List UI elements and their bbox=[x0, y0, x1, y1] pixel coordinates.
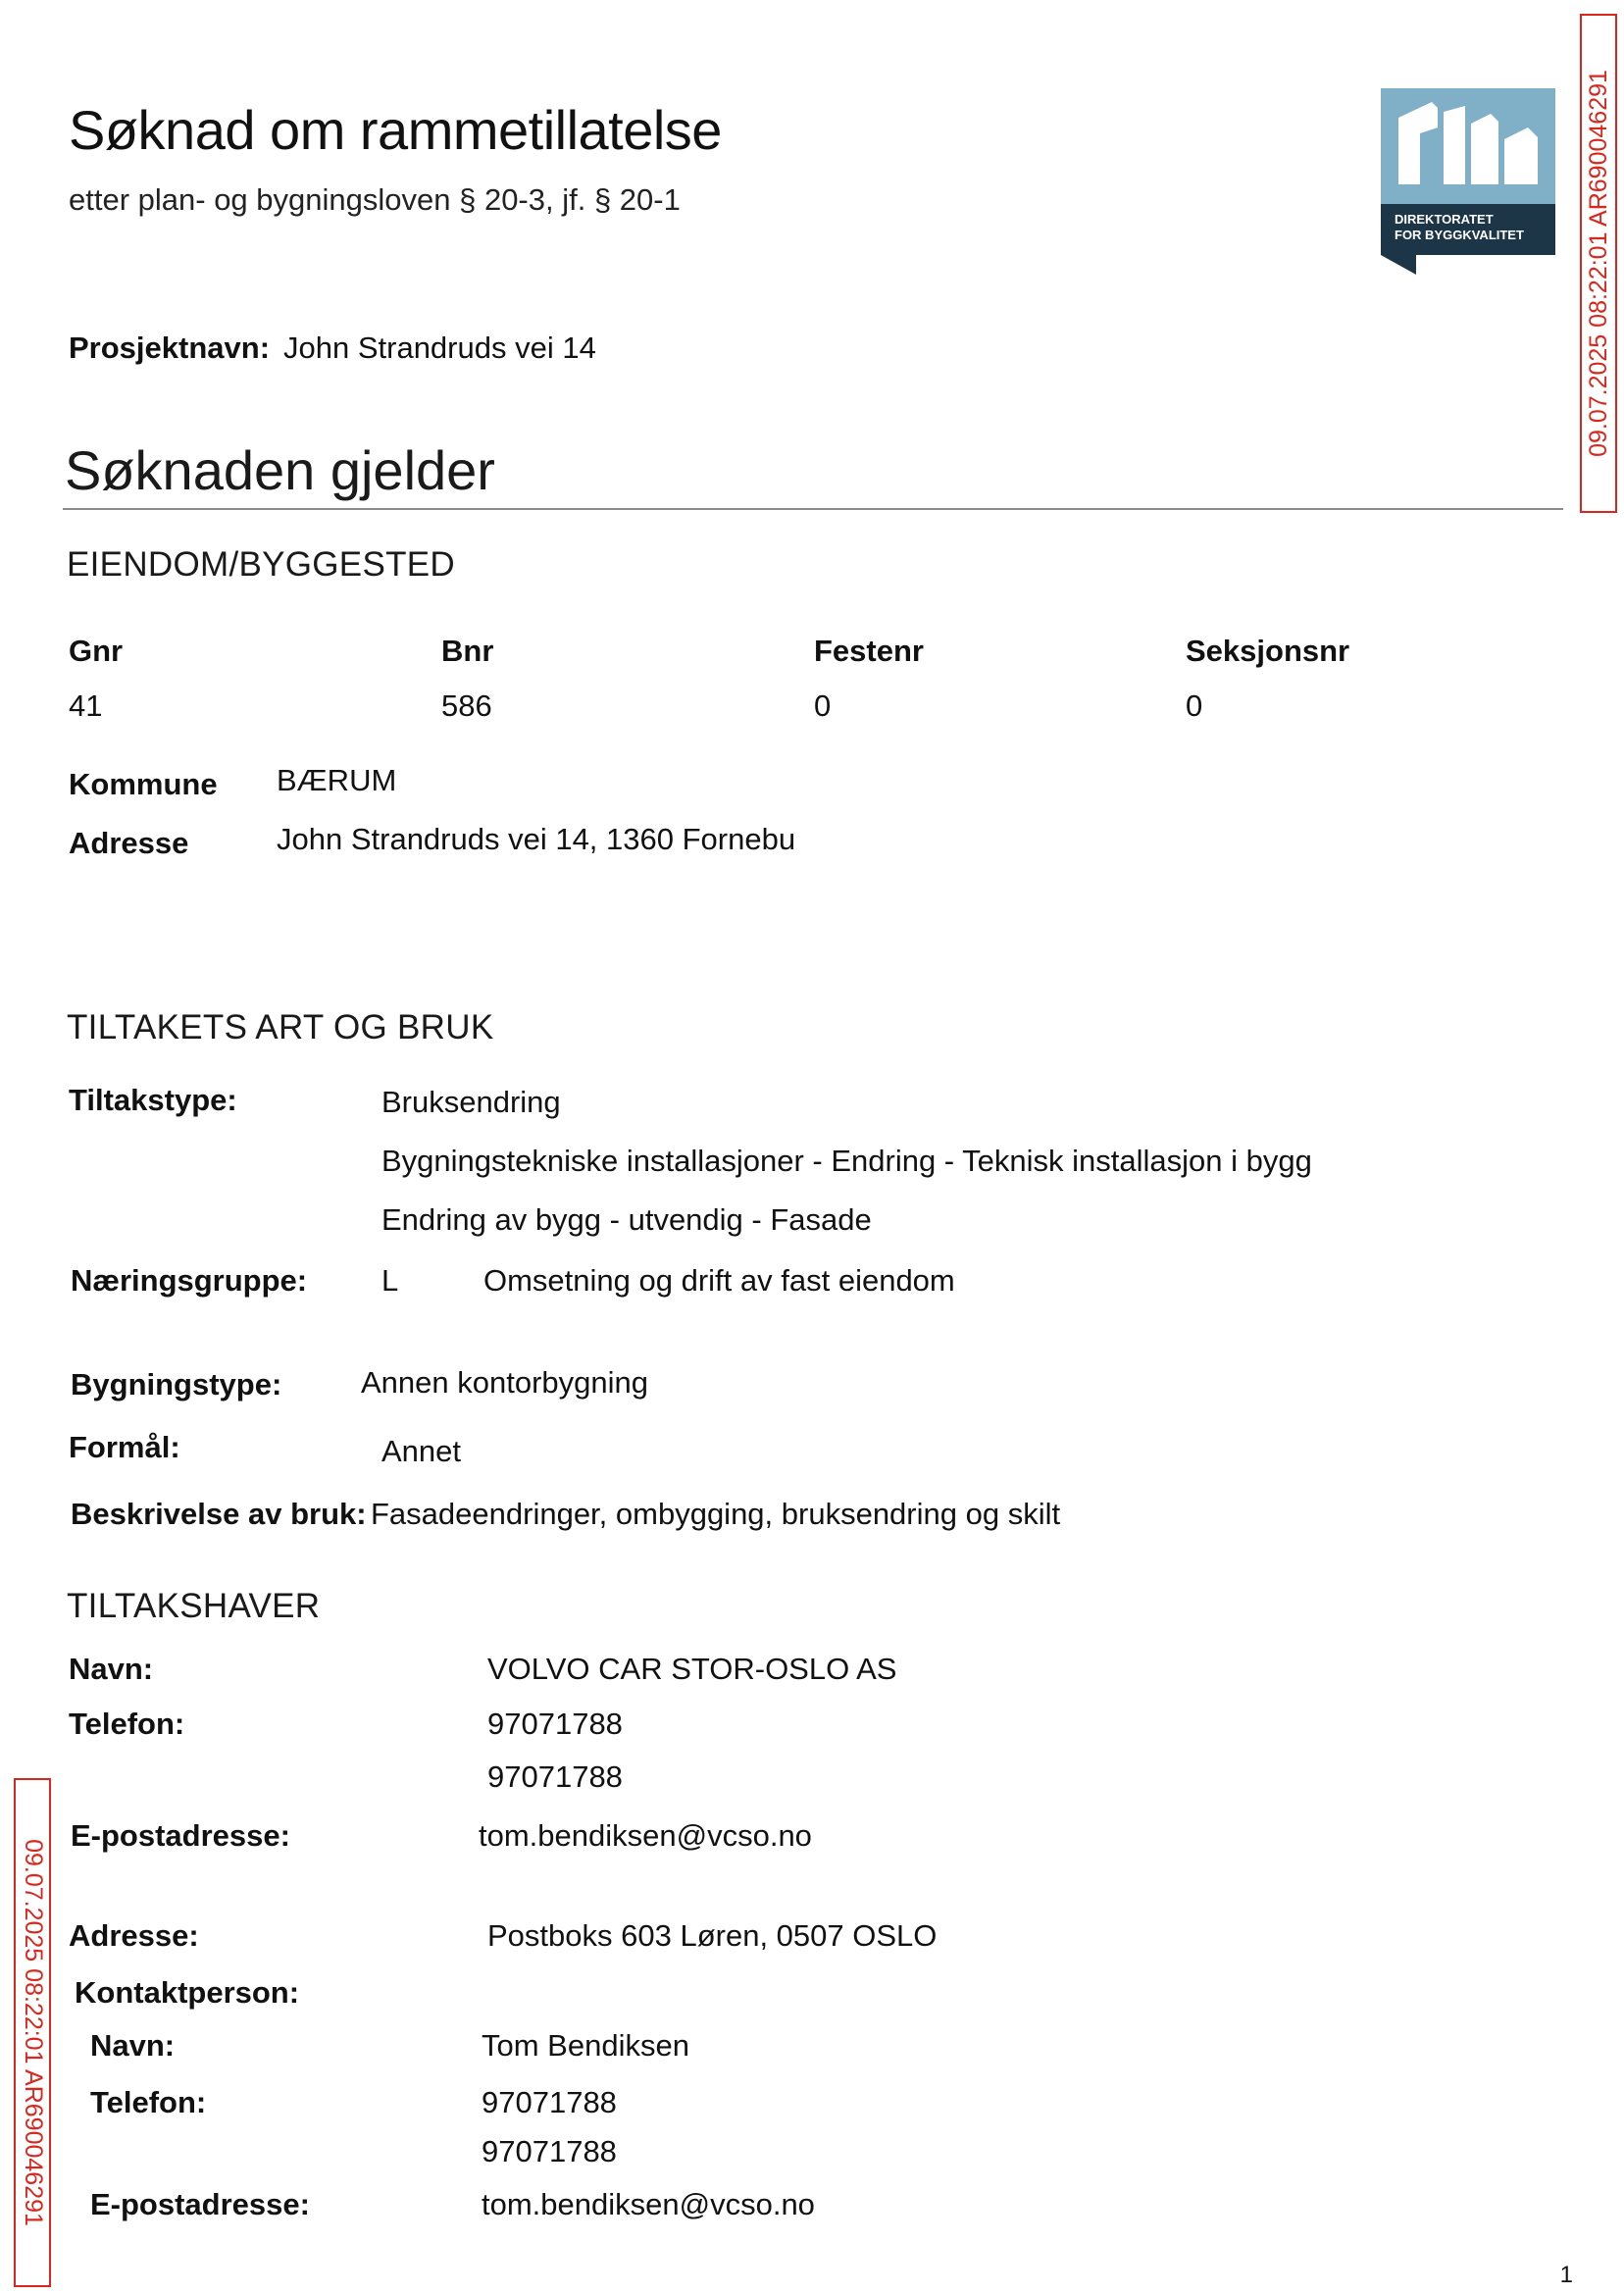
adresse-value: John Strandruds vei 14, 1360 Fornebu bbox=[277, 822, 796, 856]
section-heading-soknaden-gjelder: Søknaden gjelder bbox=[65, 439, 495, 501]
tiltakshaver-navn-value: VOLVO CAR STOR-OSLO AS bbox=[487, 1652, 897, 1686]
column-header-festenr: Festenr bbox=[814, 634, 924, 668]
beskrivelse-label: Beskrivelse av bruk: bbox=[71, 1497, 367, 1531]
stamp-text: 09.07.2025 08:22:01 AR690046291 bbox=[19, 1839, 47, 2226]
formal-value: Annet bbox=[381, 1434, 462, 1468]
column-header-bnr: Bnr bbox=[441, 634, 494, 668]
stamp-text: 09.07.2025 08:22:01 AR690046291 bbox=[1584, 70, 1612, 457]
value-bnr: 586 bbox=[441, 688, 492, 723]
kontaktperson-label: Kontaktperson: bbox=[75, 1975, 300, 2010]
tiltakshaver-telefon-value: 97071788 bbox=[487, 1759, 623, 1794]
project-name-label: Prosjektnavn: bbox=[69, 331, 271, 365]
value-gnr: 41 bbox=[69, 688, 103, 723]
document-stamp-left bbox=[14, 1778, 51, 2287]
project-name-value: John Strandruds vei 14 bbox=[283, 331, 596, 365]
tiltakstype-item: Bruksendring bbox=[381, 1085, 561, 1119]
tiltakstype-item: Bygningstekniske installasjoner - Endring - Teknisk installasjon i bygg bbox=[381, 1144, 1312, 1178]
adresse-label: Adresse bbox=[69, 826, 189, 860]
tiltakstype-label: Tiltakstype: bbox=[69, 1083, 237, 1117]
document-stamp-right bbox=[1580, 14, 1617, 513]
tiltakshaver-navn-label: Navn: bbox=[69, 1652, 154, 1686]
kontakt-telefon-value: 97071788 bbox=[482, 2134, 617, 2168]
dibk-logo bbox=[1381, 88, 1555, 275]
tiltakshaver-adresse-label: Adresse: bbox=[69, 1918, 199, 1953]
logo-text-line2: FOR BYGGKVALITET bbox=[1395, 228, 1524, 242]
tiltakstype-item: Endring av bygg - utvendig - Fasade bbox=[381, 1202, 872, 1237]
tiltakshaver-epost-value: tom.bendiksen@vcso.no bbox=[479, 1818, 812, 1853]
beskrivelse-value: Fasadeendringer, ombygging, bruksendring og skilt bbox=[371, 1497, 1061, 1531]
kontakt-telefon-label: Telefon: bbox=[90, 2085, 207, 2119]
tiltakshaver-telefon-label: Telefon: bbox=[69, 1707, 185, 1741]
kommune-value: BÆRUM bbox=[277, 763, 397, 797]
kontakt-epost-label: E-postadresse: bbox=[90, 2187, 310, 2221]
kontakt-epost-value: tom.bendiksen@vcso.no bbox=[482, 2187, 815, 2221]
formal-label: Formål: bbox=[69, 1430, 180, 1464]
section-eiendom-heading: EIENDOM/BYGGESTED bbox=[67, 545, 455, 584]
column-header-seksjonsnr: Seksjonsnr bbox=[1186, 634, 1350, 668]
kontakt-telefon-value: 97071788 bbox=[482, 2085, 617, 2119]
bygningstype-label: Bygningstype: bbox=[71, 1367, 282, 1402]
document-title: Søknad om rammetillatelse bbox=[69, 99, 722, 161]
kontakt-navn-value: Tom Bendiksen bbox=[482, 2028, 689, 2063]
value-festenr: 0 bbox=[814, 688, 832, 723]
naeringsgruppe-label: Næringsgruppe: bbox=[71, 1263, 308, 1298]
bygningstype-value: Annen kontorbygning bbox=[361, 1365, 649, 1400]
tiltakshaver-telefon-value: 97071788 bbox=[487, 1707, 623, 1741]
column-header-gnr: Gnr bbox=[69, 634, 124, 668]
page-number: 1 bbox=[1559, 2262, 1573, 2288]
naeringsgruppe-value: Omsetning og drift av fast eiendom bbox=[483, 1263, 955, 1298]
tiltakshaver-adresse-value: Postboks 603 Løren, 0507 OSLO bbox=[487, 1918, 938, 1953]
kontakt-navn-label: Navn: bbox=[90, 2028, 176, 2063]
value-seksjonsnr: 0 bbox=[1186, 688, 1203, 723]
dibk-logo-graphic bbox=[1381, 88, 1555, 275]
document-subtitle: etter plan- og bygningsloven § 20-3, jf. § 20-1 bbox=[69, 182, 681, 217]
heading-divider bbox=[63, 508, 1563, 510]
logo-text-line1: DIREKTORATET bbox=[1395, 212, 1494, 227]
kommune-label: Kommune bbox=[69, 767, 218, 801]
section-tiltakshaver-heading: TILTAKSHAVER bbox=[67, 1587, 321, 1625]
section-tiltak-heading: TILTAKETS ART OG BRUK bbox=[67, 1008, 494, 1046]
naeringsgruppe-code: L bbox=[381, 1263, 399, 1298]
tiltakshaver-epost-label: E-postadresse: bbox=[71, 1818, 290, 1853]
